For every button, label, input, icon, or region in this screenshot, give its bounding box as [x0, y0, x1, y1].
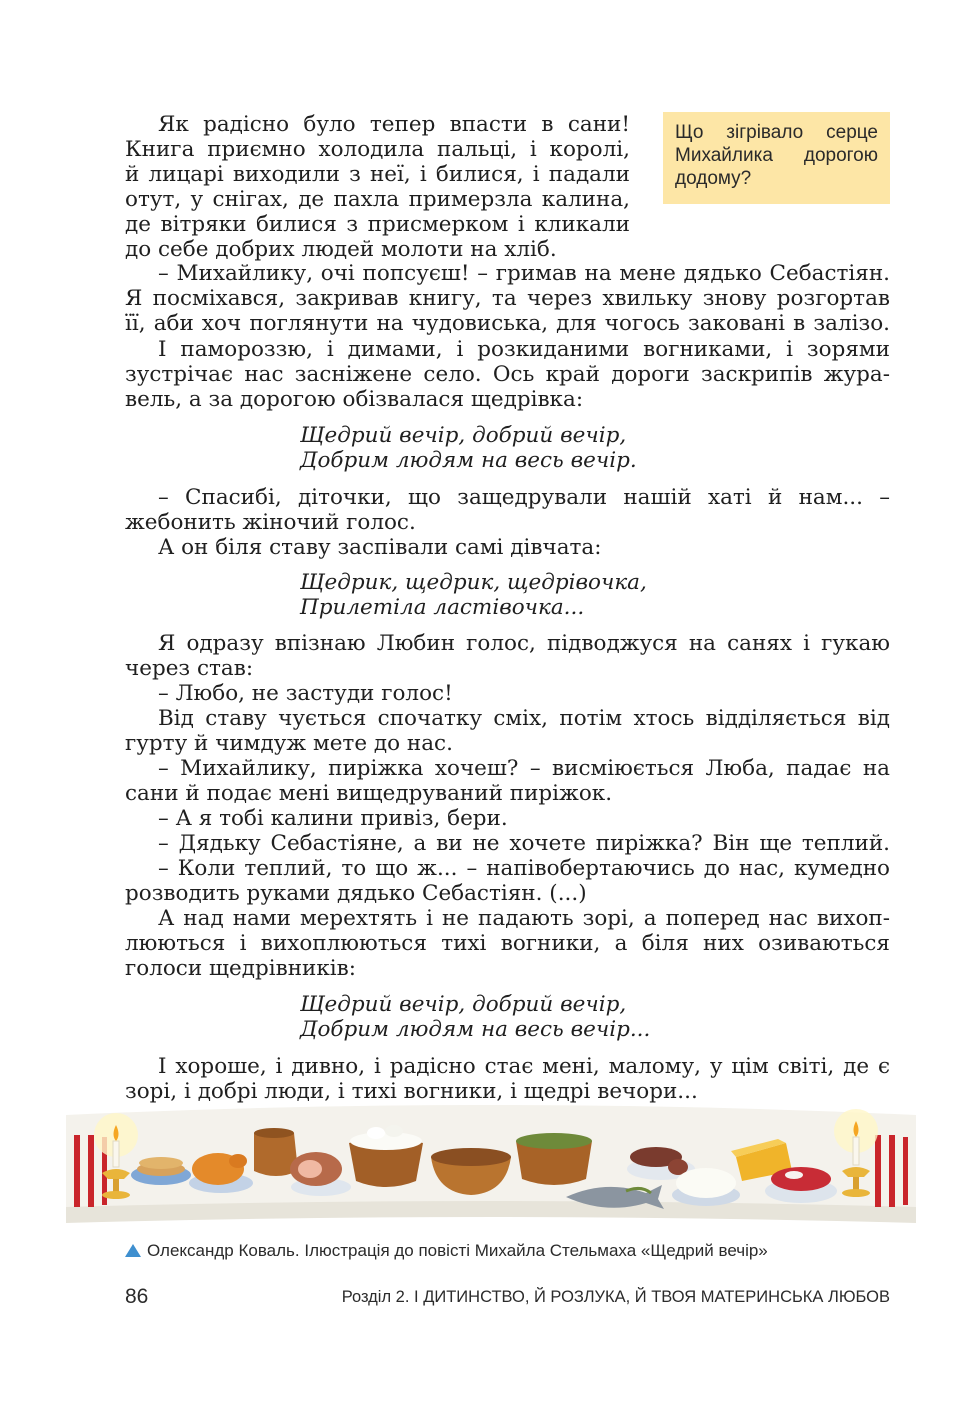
- verse-line: Добрим людям на весь вечір...: [300, 1017, 651, 1042]
- caption-text: Олександр Коваль. Ілюстрація до повісті Михайла Стельмаха «Щедрий вечір»: [147, 1241, 768, 1260]
- verse-line: Прилетіла ластівочка...: [300, 595, 585, 620]
- text-line: жебонить жіночий голос.: [125, 510, 416, 535]
- text-line: вель, а за дорогою обізвалася щедрівка:: [125, 387, 584, 412]
- page-number: 86: [125, 1285, 149, 1308]
- text-line: І памороззю, і димами, і розкиданими вогниками, і зорями: [158, 337, 890, 362]
- text-line: Від ставу чується спочатку сміх, потім хтось відділяється від: [158, 706, 890, 731]
- text-line: де вітряки билися з присмерком і кликали: [125, 212, 630, 237]
- text-line: – Дядьку Себастіяне, а ви не хочете пиріжка? Він ще теплий.: [158, 831, 890, 856]
- text-line: – Михайлику, пиріжка хочеш? – висміюється Люба, падає на: [158, 756, 890, 781]
- text-line: Як радісно було тепер впасти в сани!: [158, 112, 630, 137]
- text-line: люються і вихоплюються тихі вогники, а біля них озиваються: [125, 931, 890, 956]
- text-line: – Спасибі, діточки, що защедрували нашій хаті й нам... –: [158, 485, 890, 510]
- running-title: Розділ 2. І ДИТИНСТВО, Й РОЗЛУКА, Й ТВОЯ МАТЕРИНСЬКА ЛЮБОВ: [341, 1288, 890, 1306]
- verse-line: Щедрий вечір, добрий вечір,: [300, 992, 627, 1017]
- text-line: отут, у снігах, де пахла примерзла калина,: [125, 187, 630, 212]
- text-line: сани й подає мені вищедруваний пиріжок.: [125, 781, 613, 806]
- soup-pot-icon: [516, 1133, 592, 1185]
- text-line: розводить руками дядько Себастіян. (...): [125, 881, 587, 906]
- question-line: Михайлика дорогою: [675, 145, 878, 166]
- text-line: А над нами мерехтять і не падають зорі, а поперед нас вихоп-: [158, 906, 890, 931]
- text-line: І хороше, і дивно, і радісно стає мені, малому, у цім світі, де є: [158, 1054, 890, 1079]
- verse-line: Щедрий вечір, добрий вечір,: [300, 423, 627, 448]
- triangle-marker-icon: [125, 1244, 141, 1257]
- text-line: Я посміхався, закривав книгу, та через хвильку знову розгортав: [125, 286, 890, 311]
- verse-line: Добрим людям на весь вечір.: [300, 448, 637, 473]
- text-line: – Любо, не застуди голос!: [158, 681, 453, 706]
- text-line: гурту й чимдуж мете до нас.: [125, 731, 453, 756]
- text-line: – Михайлику, очі попсуєш! – гримав на мене дядько Себастіян.: [158, 261, 890, 286]
- text-line: Книга приємно холодила пальці, і королі,: [125, 137, 630, 162]
- text-line: А он біля ставу заспівали самі дівчата:: [158, 535, 602, 560]
- text-line: її, аби хоч поглянути на чудовиська, для чогось заковані в залізо.: [125, 311, 890, 336]
- text-line: через став:: [125, 656, 254, 681]
- text-line: – А я тобі калини привіз, бери.: [158, 806, 508, 831]
- question-line: Що зігрівало серце: [675, 122, 878, 143]
- question-box: [663, 112, 890, 204]
- illustration-caption: [125, 1240, 768, 1262]
- verse-line: Щедрик, щедрик, щедрівочка,: [300, 570, 647, 595]
- question-line: додому?: [675, 168, 752, 189]
- text-line: зорі, і добрі люди, і тихі вогники, і щедрі вечори...: [125, 1079, 698, 1104]
- text-line: й лицарі виходили з неї, і билися, і падали: [125, 162, 630, 187]
- text-line: – Коли теплий, то що ж... – напівобертаючись до нас, кумедно: [158, 856, 890, 881]
- festive-table-illustration: [66, 1095, 916, 1227]
- text-line: Я одразу впізнаю Любин голос, підводжуся на санях і гукаю: [158, 631, 890, 656]
- text-line: до себе добрих людей молоти на хліб.: [125, 237, 557, 262]
- text-line: зустрічає нас засніжене село. Ось край дороги заскрипів жура-: [125, 362, 890, 387]
- text-line: голоси щедрівників:: [125, 956, 357, 981]
